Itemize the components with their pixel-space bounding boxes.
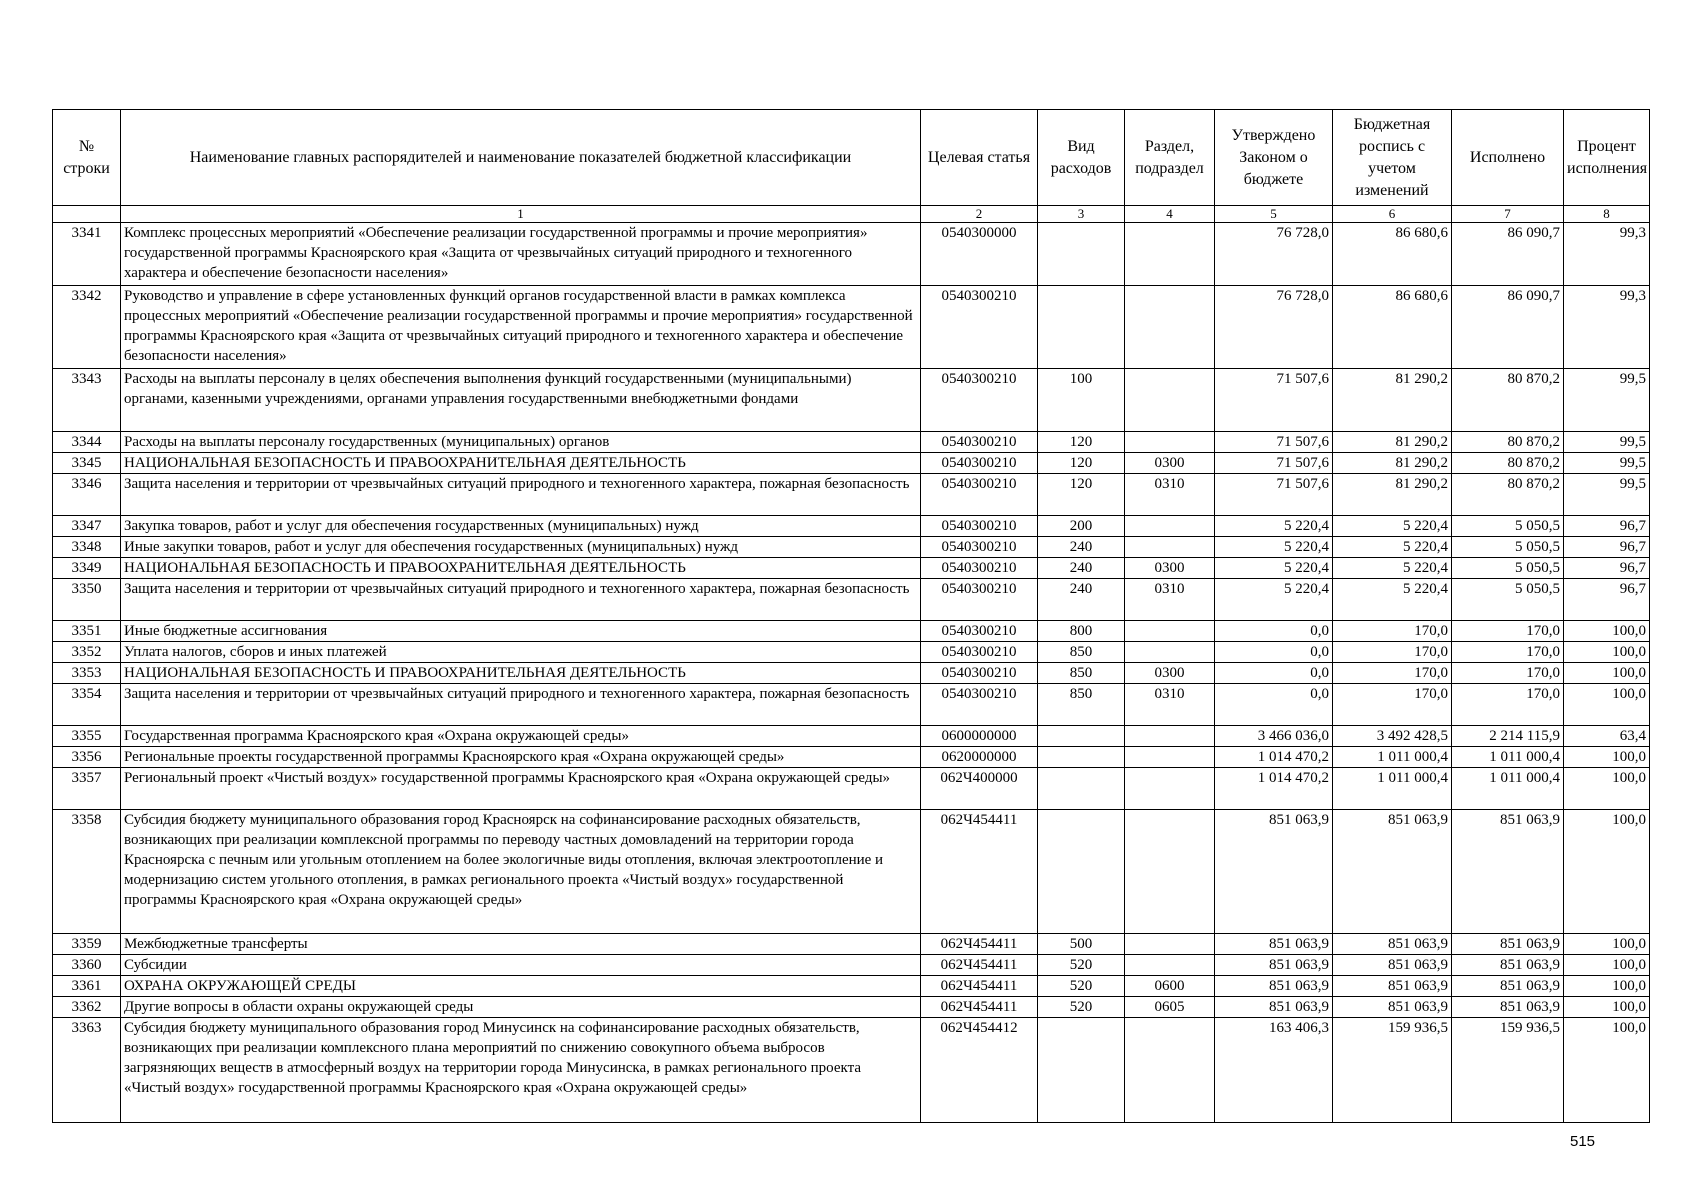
executed-cell: 170,0 (1452, 663, 1564, 684)
approved-cell: 5 220,4 (1215, 537, 1333, 558)
table-row (53, 537, 1650, 558)
percent-cell: 100,0 (1564, 642, 1650, 663)
expense-type-cell: 120 (1038, 474, 1125, 516)
name-cell: ОХРАНА ОКРУЖАЮЩЕЙ СРЕДЫ (121, 976, 921, 997)
header-row (53, 110, 1650, 206)
expense-type-cell: 850 (1038, 684, 1125, 726)
percent-cell: 96,7 (1564, 516, 1650, 537)
executed-cell: 80 870,2 (1452, 453, 1564, 474)
row-number-cell: 3350 (53, 579, 121, 621)
column-number: 3 (1038, 206, 1125, 223)
percent-cell: 100,0 (1564, 997, 1650, 1018)
row-number-cell: 3361 (53, 976, 121, 997)
target-article-cell: 0540300210 (921, 558, 1038, 579)
expense-type-cell: 100 (1038, 369, 1125, 432)
row-number-cell: 3358 (53, 810, 121, 934)
budget-list-cell: 851 063,9 (1333, 997, 1452, 1018)
table-row (53, 768, 1650, 810)
expense-type-cell (1038, 747, 1125, 768)
table-row (53, 1018, 1650, 1123)
table-row (53, 810, 1650, 934)
table-row (53, 997, 1650, 1018)
approved-cell: 5 220,4 (1215, 558, 1333, 579)
name-cell: Субсидия бюджету муниципального образования город Красноярск на софинансирование расходных обязательств, возникающих при реализации комплексной программы по переводу частных домовладений на территории города Красноярска с печным или угольным отоплением на более экологичные виды отопления, включая электроотопление и модернизацию систем угольного отопления, в рамках регионального проекта «Чистый воздух» государственной программы Красноярского края «Охрана окружающей среды» (121, 810, 921, 934)
table-row (53, 474, 1650, 516)
section-cell (1125, 286, 1215, 369)
name-cell: Закупка товаров, работ и услуг для обеспечения государственных (муниципальных) нужд (121, 516, 921, 537)
name-cell: Защита населения и территории от чрезвычайных ситуаций природного и техногенного характера, пожарная безопасность (121, 684, 921, 726)
table-row (53, 286, 1650, 369)
row-number-cell: 3357 (53, 768, 121, 810)
table-row (53, 432, 1650, 453)
expense-type-cell: 850 (1038, 663, 1125, 684)
section-cell: 0310 (1125, 684, 1215, 726)
executed-cell: 159 936,5 (1452, 1018, 1564, 1123)
expense-type-cell (1038, 768, 1125, 810)
budget-list-cell: 1 011 000,4 (1333, 747, 1452, 768)
budget-list-cell: 170,0 (1333, 621, 1452, 642)
budget-list-cell: 5 220,4 (1333, 558, 1452, 579)
table-row (53, 223, 1650, 286)
name-cell: Субсидия бюджету муниципального образования город Минусинск на софинансирование расходных обязательств, возникающих при реализации комплексного плана мероприятий по снижению совокупного объема выбросов загрязняющих веществ в атмосферный воздух на территории города Минусинска, в рамках регионального проекта «Чистый воздух» государственной программы Красноярского края «Охрана окружающей среды» (121, 1018, 921, 1123)
expense-type-cell (1038, 286, 1125, 369)
executed-cell: 170,0 (1452, 621, 1564, 642)
row-number-cell: 3355 (53, 726, 121, 747)
table-row (53, 558, 1650, 579)
percent-cell: 99,5 (1564, 369, 1650, 432)
expense-type-cell: 800 (1038, 621, 1125, 642)
expense-type-cell: 120 (1038, 432, 1125, 453)
name-cell: Другие вопросы в области охраны окружающей среды (121, 997, 921, 1018)
executed-cell: 5 050,5 (1452, 537, 1564, 558)
section-cell (1125, 810, 1215, 934)
table-row (53, 642, 1650, 663)
table-body (53, 223, 1650, 1123)
budget-list-cell: 5 220,4 (1333, 537, 1452, 558)
section-cell (1125, 642, 1215, 663)
approved-cell: 851 063,9 (1215, 955, 1333, 976)
section-cell: 0310 (1125, 474, 1215, 516)
executed-cell: 2 214 115,9 (1452, 726, 1564, 747)
table-row (53, 516, 1650, 537)
row-number-cell: 3345 (53, 453, 121, 474)
executed-cell: 170,0 (1452, 684, 1564, 726)
expense-type-cell (1038, 726, 1125, 747)
percent-cell: 100,0 (1564, 955, 1650, 976)
target-article-cell: 0620000000 (921, 747, 1038, 768)
approved-cell: 3 466 036,0 (1215, 726, 1333, 747)
budget-list-cell: 1 011 000,4 (1333, 768, 1452, 810)
target-article-cell: 062Ч454411 (921, 976, 1038, 997)
name-cell: НАЦИОНАЛЬНАЯ БЕЗОПАСНОСТЬ И ПРАВООХРАНИТЕЛЬНАЯ ДЕЯТЕЛЬНОСТЬ (121, 558, 921, 579)
approved-cell: 76 728,0 (1215, 286, 1333, 369)
target-article-cell: 062Ч454412 (921, 1018, 1038, 1123)
percent-cell: 99,5 (1564, 432, 1650, 453)
column-number: 2 (921, 206, 1038, 223)
executed-cell: 851 063,9 (1452, 810, 1564, 934)
header-name: Наименование главных распорядителей и наименование показателей бюджетной классификации (121, 110, 921, 206)
target-article-cell: 0540300000 (921, 223, 1038, 286)
section-cell: 0300 (1125, 453, 1215, 474)
budget-list-cell: 851 063,9 (1333, 976, 1452, 997)
page-number: 515 (1570, 1133, 1596, 1150)
header-target-article: Целевая статья (921, 110, 1038, 206)
table-row (53, 726, 1650, 747)
table-row (53, 621, 1650, 642)
section-cell (1125, 621, 1215, 642)
expense-type-cell: 120 (1038, 453, 1125, 474)
expense-type-cell (1038, 223, 1125, 286)
column-number: 5 (1215, 206, 1333, 223)
approved-cell: 0,0 (1215, 621, 1333, 642)
column-number: 7 (1452, 206, 1564, 223)
target-article-cell: 062Ч454411 (921, 810, 1038, 934)
row-number-cell: 3354 (53, 684, 121, 726)
percent-cell: 100,0 (1564, 934, 1650, 955)
percent-cell: 63,4 (1564, 726, 1650, 747)
expense-type-cell (1038, 810, 1125, 934)
percent-cell: 99,3 (1564, 223, 1650, 286)
target-article-cell: 0540300210 (921, 432, 1038, 453)
table-row (53, 955, 1650, 976)
expense-type-cell: 240 (1038, 558, 1125, 579)
expense-type-cell: 520 (1038, 997, 1125, 1018)
budget-list-cell: 851 063,9 (1333, 955, 1452, 976)
section-cell (1125, 369, 1215, 432)
section-cell (1125, 726, 1215, 747)
approved-cell: 5 220,4 (1215, 579, 1333, 621)
target-article-cell: 062Ч454411 (921, 955, 1038, 976)
name-cell: Уплата налогов, сборов и иных платежей (121, 642, 921, 663)
column-number: 6 (1333, 206, 1452, 223)
name-cell: Комплекс процессных мероприятий «Обеспечение реализации государственной программы и прочие мероприятия» государственной программы Красноярского края «Защита от чрезвычайных ситуаций природного и техногенного характера и обеспечение безопасности населения» (121, 223, 921, 286)
executed-cell: 1 011 000,4 (1452, 768, 1564, 810)
section-cell (1125, 537, 1215, 558)
executed-cell: 86 090,7 (1452, 286, 1564, 369)
approved-cell: 851 063,9 (1215, 997, 1333, 1018)
expense-type-cell: 520 (1038, 976, 1125, 997)
header-section: Раздел, подраздел (1125, 110, 1215, 206)
column-number: 8 (1564, 206, 1650, 223)
row-number-cell: 3359 (53, 934, 121, 955)
percent-cell: 100,0 (1564, 810, 1650, 934)
column-number (53, 206, 121, 223)
expense-type-cell: 200 (1038, 516, 1125, 537)
budget-list-cell: 3 492 428,5 (1333, 726, 1452, 747)
approved-cell: 851 063,9 (1215, 934, 1333, 955)
expense-type-cell: 240 (1038, 579, 1125, 621)
row-number-cell: 3362 (53, 997, 121, 1018)
name-cell: Субсидии (121, 955, 921, 976)
column-number: 4 (1125, 206, 1215, 223)
name-cell: Иные закупки товаров, работ и услуг для обеспечения государственных (муниципальных) нужд (121, 537, 921, 558)
target-article-cell: 062Ч454411 (921, 997, 1038, 1018)
row-number-cell: 3347 (53, 516, 121, 537)
row-number-cell: 3344 (53, 432, 121, 453)
table-row (53, 579, 1650, 621)
name-cell: НАЦИОНАЛЬНАЯ БЕЗОПАСНОСТЬ И ПРАВООХРАНИТЕЛЬНАЯ ДЕЯТЕЛЬНОСТЬ (121, 453, 921, 474)
budget-list-cell: 86 680,6 (1333, 223, 1452, 286)
section-cell (1125, 934, 1215, 955)
section-cell (1125, 955, 1215, 976)
row-number-cell: 3349 (53, 558, 121, 579)
budget-list-cell: 5 220,4 (1333, 579, 1452, 621)
target-article-cell: 0540300210 (921, 474, 1038, 516)
expense-type-cell (1038, 1018, 1125, 1123)
expense-type-cell: 500 (1038, 934, 1125, 955)
budget-list-cell: 5 220,4 (1333, 516, 1452, 537)
target-article-cell: 0540300210 (921, 286, 1038, 369)
budget-list-cell: 170,0 (1333, 663, 1452, 684)
budget-list-cell: 170,0 (1333, 684, 1452, 726)
approved-cell: 0,0 (1215, 663, 1333, 684)
percent-cell: 100,0 (1564, 976, 1650, 997)
table-row (53, 453, 1650, 474)
header-expense-type: Вид расходов (1038, 110, 1125, 206)
section-cell: 0310 (1125, 579, 1215, 621)
name-cell: Региональные проекты государственной программы Красноярского края «Охрана окружающей среды» (121, 747, 921, 768)
approved-cell: 1 014 470,2 (1215, 768, 1333, 810)
header-budget-list: Бюджетная роспись с учетом изменений (1333, 110, 1452, 206)
name-cell: НАЦИОНАЛЬНАЯ БЕЗОПАСНОСТЬ И ПРАВООХРАНИТЕЛЬНАЯ ДЕЯТЕЛЬНОСТЬ (121, 663, 921, 684)
budget-list-cell: 81 290,2 (1333, 369, 1452, 432)
percent-cell: 100,0 (1564, 684, 1650, 726)
target-article-cell: 0540300210 (921, 516, 1038, 537)
column-number: 1 (121, 206, 921, 223)
budget-list-cell: 851 063,9 (1333, 934, 1452, 955)
percent-cell: 100,0 (1564, 768, 1650, 810)
section-cell (1125, 432, 1215, 453)
executed-cell: 86 090,7 (1452, 223, 1564, 286)
approved-cell: 76 728,0 (1215, 223, 1333, 286)
table-row (53, 976, 1650, 997)
target-article-cell: 0540300210 (921, 369, 1038, 432)
approved-cell: 71 507,6 (1215, 453, 1333, 474)
approved-cell: 71 507,6 (1215, 432, 1333, 453)
name-cell: Защита населения и территории от чрезвычайных ситуаций природного и техногенного характера, пожарная безопасность (121, 579, 921, 621)
section-cell: 0300 (1125, 663, 1215, 684)
approved-cell: 163 406,3 (1215, 1018, 1333, 1123)
executed-cell: 1 011 000,4 (1452, 747, 1564, 768)
name-cell: Иные бюджетные ассигнования (121, 621, 921, 642)
approved-cell: 851 063,9 (1215, 810, 1333, 934)
percent-cell: 100,0 (1564, 621, 1650, 642)
table-row (53, 684, 1650, 726)
percent-cell: 100,0 (1564, 747, 1650, 768)
row-number-cell: 3353 (53, 663, 121, 684)
header-row-number: № строки (53, 110, 121, 206)
row-number-cell: 3351 (53, 621, 121, 642)
budget-table (52, 109, 1650, 1123)
executed-cell: 851 063,9 (1452, 955, 1564, 976)
header-executed: Исполнено (1452, 110, 1564, 206)
target-article-cell: 0540300210 (921, 642, 1038, 663)
expense-type-cell: 520 (1038, 955, 1125, 976)
budget-list-cell: 851 063,9 (1333, 810, 1452, 934)
target-article-cell: 062Ч454411 (921, 934, 1038, 955)
target-article-cell: 0540300210 (921, 453, 1038, 474)
name-cell: Защита населения и территории от чрезвычайных ситуаций природного и техногенного характера, пожарная безопасность (121, 474, 921, 516)
executed-cell: 851 063,9 (1452, 934, 1564, 955)
budget-list-cell: 170,0 (1333, 642, 1452, 663)
section-cell (1125, 223, 1215, 286)
executed-cell: 80 870,2 (1452, 369, 1564, 432)
table-row (53, 747, 1650, 768)
row-number-cell: 3346 (53, 474, 121, 516)
budget-list-cell: 81 290,2 (1333, 453, 1452, 474)
approved-cell: 0,0 (1215, 684, 1333, 726)
budget-list-cell: 159 936,5 (1333, 1018, 1452, 1123)
percent-cell: 96,7 (1564, 537, 1650, 558)
executed-cell: 851 063,9 (1452, 997, 1564, 1018)
table-row (53, 369, 1650, 432)
target-article-cell: 0540300210 (921, 684, 1038, 726)
row-number-cell: 3356 (53, 747, 121, 768)
target-article-cell: 0600000000 (921, 726, 1038, 747)
name-cell: Государственная программа Красноярского края «Охрана окружающей среды» (121, 726, 921, 747)
name-cell: Руководство и управление в сфере установленных функций органов государственной власти в рамках комплекса процессных мероприятий «Обеспечение реализации государственной программы и прочие мероприятия» государственной программы Красноярского края «Защита от чрезвычайных ситуаций природного и техногенного характера и обеспечение безопасности населения» (121, 286, 921, 369)
budget-list-cell: 81 290,2 (1333, 432, 1452, 453)
budget-list-cell: 86 680,6 (1333, 286, 1452, 369)
budget-list-cell: 81 290,2 (1333, 474, 1452, 516)
target-article-cell: 0540300210 (921, 579, 1038, 621)
row-number-cell: 3360 (53, 955, 121, 976)
executed-cell: 5 050,5 (1452, 558, 1564, 579)
target-article-cell: 0540300210 (921, 621, 1038, 642)
section-cell: 0300 (1125, 558, 1215, 579)
target-article-cell: 062Ч400000 (921, 768, 1038, 810)
row-number-cell: 3341 (53, 223, 121, 286)
name-cell: Межбюджетные трансферты (121, 934, 921, 955)
section-cell (1125, 1018, 1215, 1123)
executed-cell: 80 870,2 (1452, 432, 1564, 453)
header-percent: Процент исполнения (1564, 110, 1650, 206)
percent-cell: 99,5 (1564, 453, 1650, 474)
executed-cell: 5 050,5 (1452, 579, 1564, 621)
row-number-cell: 3348 (53, 537, 121, 558)
percent-cell: 99,3 (1564, 286, 1650, 369)
row-number-cell: 3342 (53, 286, 121, 369)
approved-cell: 71 507,6 (1215, 474, 1333, 516)
executed-cell: 5 050,5 (1452, 516, 1564, 537)
approved-cell: 71 507,6 (1215, 369, 1333, 432)
section-cell: 0605 (1125, 997, 1215, 1018)
row-number-cell: 3343 (53, 369, 121, 432)
row-number-cell: 3352 (53, 642, 121, 663)
approved-cell: 1 014 470,2 (1215, 747, 1333, 768)
percent-cell: 99,5 (1564, 474, 1650, 516)
executed-cell: 80 870,2 (1452, 474, 1564, 516)
row-number-cell: 3363 (53, 1018, 121, 1123)
name-cell: Расходы на выплаты персоналу в целях обеспечения выполнения функций государственными (муниципальными) органами, казенными учреждениями, органами управления государственными внебюджетными фондами (121, 369, 921, 432)
name-cell: Расходы на выплаты персоналу государственных (муниципальных) органов (121, 432, 921, 453)
approved-cell: 851 063,9 (1215, 976, 1333, 997)
section-cell (1125, 516, 1215, 537)
executed-cell: 170,0 (1452, 642, 1564, 663)
column-number-row (53, 206, 1650, 223)
table-row (53, 663, 1650, 684)
percent-cell: 96,7 (1564, 579, 1650, 621)
expense-type-cell: 850 (1038, 642, 1125, 663)
percent-cell: 100,0 (1564, 1018, 1650, 1123)
section-cell (1125, 747, 1215, 768)
header-approved: Утверждено Законом о бюджете (1215, 110, 1333, 206)
approved-cell: 5 220,4 (1215, 516, 1333, 537)
expense-type-cell: 240 (1038, 537, 1125, 558)
section-cell (1125, 768, 1215, 810)
executed-cell: 851 063,9 (1452, 976, 1564, 997)
percent-cell: 100,0 (1564, 663, 1650, 684)
approved-cell: 0,0 (1215, 642, 1333, 663)
table-row (53, 934, 1650, 955)
target-article-cell: 0540300210 (921, 663, 1038, 684)
section-cell: 0600 (1125, 976, 1215, 997)
percent-cell: 96,7 (1564, 558, 1650, 579)
name-cell: Региональный проект «Чистый воздух» государственной программы Красноярского края «Охрана окружающей среды» (121, 768, 921, 810)
target-article-cell: 0540300210 (921, 537, 1038, 558)
